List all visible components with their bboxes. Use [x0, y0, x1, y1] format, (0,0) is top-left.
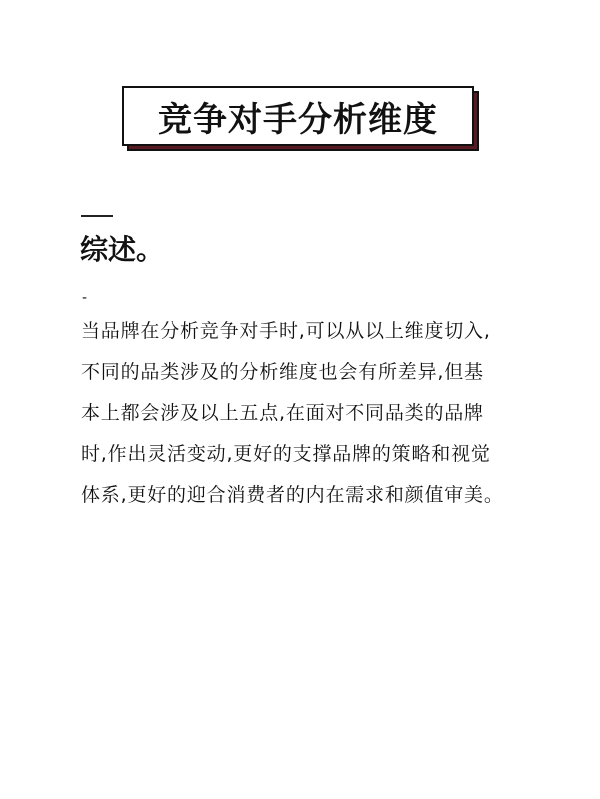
body-line: 体系,更好的迎合消费者的内在需求和颜值审美。 [81, 484, 504, 506]
body-paragraph [81, 311, 531, 516]
body-line: 本上都会涉及以上五点,在面对不同品类的品牌 [81, 402, 484, 424]
body-line: 当品牌在分析竞争对手时,可以从以上维度切入, [81, 320, 491, 342]
section-divider [81, 215, 113, 217]
body-line: 不同的品类涉及的分析维度也会有所差异,但基 [81, 361, 484, 383]
section-heading: 综述。 [80, 233, 165, 266]
title-box [122, 86, 474, 146]
title-banner [122, 86, 474, 146]
page-title: 竞争对手分析维度 [158, 99, 438, 140]
dash-marker: - [82, 290, 88, 306]
body-line: 时,作出灵活变动,更好的支撑品牌的策略和视觉 [81, 443, 491, 465]
